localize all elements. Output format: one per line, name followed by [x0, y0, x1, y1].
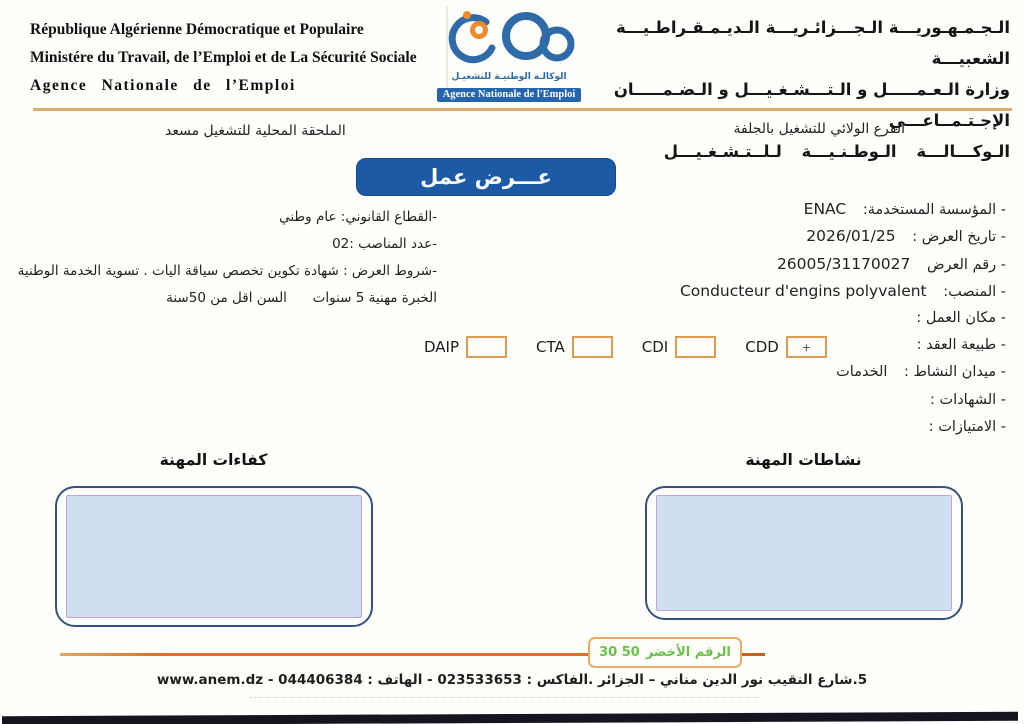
- offer-number-label: - رقم العرض: [926, 256, 1006, 273]
- local-annex-label: الملحقة المحلية للتشغيل مسعد: [165, 123, 346, 139]
- offer-number-row: [576, 255, 1006, 282]
- ministry-title-fr: Ministére du Travail, de l’Emploi et de La Sécurité Sociale: [30, 49, 417, 66]
- cdd-mark: +: [801, 340, 811, 354]
- checkbox-item-daip: [424, 336, 507, 358]
- logo-banner-text: Agence Nationale de l'Emploi: [437, 88, 582, 102]
- logo-caption-arabic: الوكالـة الوطنيـة للتشغيـل: [451, 72, 567, 82]
- checkbox-item-cta: [536, 336, 613, 358]
- job-activities-area: [656, 495, 952, 611]
- cdd-label: CDD: [745, 338, 779, 356]
- activity-sector-value: الخدمات: [836, 364, 888, 381]
- checkbox-item-cdi: [642, 336, 716, 358]
- cta-label: CTA: [536, 338, 565, 356]
- header-divider: [33, 108, 1012, 111]
- scan-dotted-line: [250, 697, 760, 698]
- agency-title-ar: الـوكـــالـــة الـوطـنـيـــة لـلــتـشـغـيـــل: [663, 142, 1010, 161]
- positions-count-line: -عدد المناصب :02: [332, 236, 437, 252]
- wilaya-branch-label: الفرع الولائي للتشغيل بالجلفة: [733, 121, 905, 137]
- workplace-row: [576, 310, 1006, 337]
- experience-line: الخبرة مهنية 5 سنوات السن اقل من 50سنة: [166, 290, 437, 306]
- offer-date-value: 2026/01/25: [806, 227, 896, 246]
- header-french: [30, 16, 435, 100]
- employer-row: [576, 200, 1006, 227]
- contract-checkbox-row: [424, 336, 827, 358]
- scan-bottom-edge: [2, 712, 1018, 724]
- position-label: - المنصب:: [943, 284, 1006, 301]
- benefits-row: [576, 419, 1006, 446]
- position-value: Conducteur d'engins polyvalent: [679, 282, 927, 301]
- green-number-box: [588, 637, 742, 668]
- green-number-label: الرقم الأخضر: [645, 645, 731, 660]
- position-row: [576, 282, 1006, 309]
- conditions-line: -شروط العرض : شهادة تكوين تخصص سياقة اليات . تسوية الخدمة الوطنية: [17, 263, 437, 279]
- job-skills-area: [66, 495, 362, 618]
- anem-logo: [428, 8, 590, 102]
- contract-type-label: - طبيعة العقد :: [916, 336, 1006, 353]
- job-activities-box[interactable]: [645, 486, 963, 620]
- employer-label: - المؤسسة المستخدمة:: [862, 202, 1006, 218]
- cdi-checkbox[interactable]: [675, 336, 716, 358]
- benefits-label: - الامتيازات :: [928, 419, 1006, 436]
- activity-sector-label: - ميدان النشاط :: [904, 364, 1006, 381]
- republic-title-fr: République Algérienne Démocratique et Populaire: [30, 21, 364, 38]
- ministry-title-ar: وزارة الـعـمـــــل و الـتـــشـغـيـــل و الـضـمـــــان الإجـتـمــاعـــي: [613, 80, 1010, 130]
- offer-conditions: [18, 204, 437, 312]
- cdd-checkbox[interactable]: [786, 336, 827, 358]
- cdi-label: CDI: [641, 338, 669, 356]
- legal-sector-line: -القطاع القانوني: عام وطني: [279, 209, 437, 225]
- job-activities-title: نشاطات المهنة: [745, 451, 862, 469]
- offer-number-value: 26005/31170027: [776, 254, 911, 273]
- offer-date-label: - تاريخ العرض :: [912, 229, 1006, 246]
- cta-checkbox[interactable]: [572, 336, 613, 358]
- footer-address: 5.شارع النقيب نور الدين مناني – الجزائر .الفاكس : 023533653 - الهاتف : 044406384 - www.anem.dz: [156, 672, 868, 688]
- checkbox-item-cdd: [745, 336, 827, 358]
- job-skills-box[interactable]: [55, 486, 373, 627]
- certificates-label: - الشهادات :: [930, 391, 1006, 408]
- agency-title-fr: Agence Nationale de l’Emploi: [30, 77, 296, 94]
- job-skills-title: كفاءات المهنة: [159, 451, 268, 469]
- workplace-label: - مكان العمل :: [916, 309, 1006, 326]
- activity-sector-row: [576, 364, 1006, 391]
- offer-date-row: [576, 227, 1006, 254]
- offer-details: [576, 200, 1006, 447]
- certificates-row: [576, 392, 1006, 419]
- anem-logo-icon: [434, 8, 584, 72]
- header-arabic: [590, 12, 1010, 167]
- daip-label: DAIP: [424, 338, 460, 356]
- green-number-value: 30 50: [599, 645, 640, 660]
- employer-value: ENAC: [803, 200, 847, 218]
- republic-title-ar: الـجـمـهـوريـــة الـجـــزائـريـــة الـديـمـقـراطـيـــة الشعبيـــة: [616, 18, 1010, 68]
- job-offer-title-banner: عـــرض عمل: [356, 158, 616, 196]
- daip-checkbox[interactable]: [466, 336, 507, 358]
